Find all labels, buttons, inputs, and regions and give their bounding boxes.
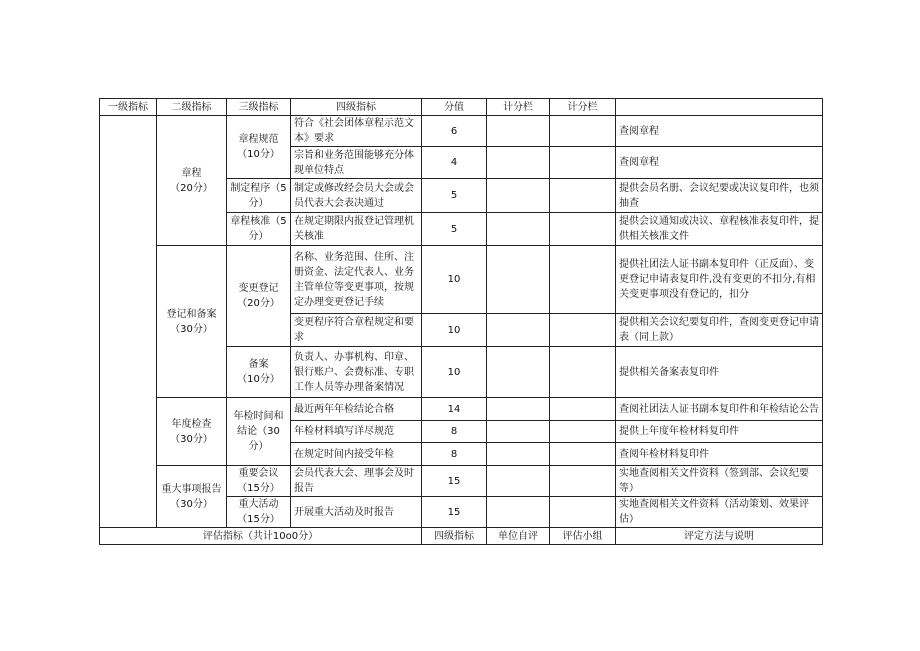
level4-cell: 最近两年年检结论合格 [291, 398, 422, 421]
score-column-cell [550, 443, 616, 466]
score-column-cell [550, 179, 616, 213]
level4-cell: 在规定期限内报登记管理机关核准 [291, 213, 422, 246]
score-column-cell [487, 213, 550, 246]
score-column-cell [487, 443, 550, 466]
level4-cell: 在规定时间内接受年检 [291, 443, 422, 466]
level3-cell: 重要会议（15分） [227, 466, 291, 497]
method-cell: 查阅章程 [616, 147, 823, 179]
header-cell: 计分栏 [487, 99, 550, 116]
level3-cell: 章程规范 （10分） [227, 116, 291, 179]
footer-total-cell: 评估指标（共计10o0分） [100, 528, 422, 545]
level4-cell: 年检材料填写详尽规范 [291, 421, 422, 443]
header-cell: 三级指标 [227, 99, 291, 116]
method-cell: 查阅社团法人证书副本复印件和年检结论公告 [616, 398, 823, 421]
score-column-cell [550, 213, 616, 246]
method-cell: 提供相关备案表复印件 [616, 347, 823, 398]
method-cell: 提供相关会议纪要复印件，查阅变更登记申请表（同上款） [616, 314, 823, 347]
score-cell: 10 [422, 246, 487, 314]
score-column-cell [550, 466, 616, 497]
level3-cell: 变更登记 （20分） [227, 246, 291, 347]
score-column-cell [487, 179, 550, 213]
score-column-cell [550, 147, 616, 179]
footer-cell: 评定方法与说明 [616, 528, 823, 545]
footer-row [100, 528, 823, 545]
header-row [100, 99, 823, 116]
score-cell: 8 [422, 443, 487, 466]
score-cell: 8 [422, 421, 487, 443]
level3-cell: 章程核准（5分） [227, 213, 291, 246]
score-column-cell [550, 314, 616, 347]
level2-cell: 章程 （20分） [157, 116, 227, 246]
method-cell: 实地查阅相关文件资料（签到部、会议纪要等） [616, 466, 823, 497]
table-row [100, 246, 823, 314]
score-column-cell [550, 347, 616, 398]
header-cell [616, 99, 823, 116]
score-cell: 10 [422, 314, 487, 347]
score-column-cell [487, 466, 550, 497]
level3-cell: 年检时间和结论（30分） [227, 398, 291, 466]
method-cell: 实地查阅相关文件资料（活动策划、效果评估） [616, 497, 823, 528]
header-cell: 分值 [422, 99, 487, 116]
method-cell: 提供社团法人证书副本复印件（正反面）、变更登记申请表复印件,没有变更的不扣分,有相关变更事项没有登记的，扣分 [616, 246, 823, 314]
score-cell: 6 [422, 116, 487, 147]
level4-cell: 宗旨和业务范围能够充分体现单位特点 [291, 147, 422, 179]
header-cell: 计分栏 [550, 99, 616, 116]
evaluation-table [99, 98, 823, 545]
level4-cell: 开展重大活动及时报告 [291, 497, 422, 528]
footer-cell: 四级指标 [422, 528, 487, 545]
level4-cell: 会员代表大会、理事会及时报告 [291, 466, 422, 497]
level2-cell: 重大事项报告 （30分） [157, 466, 227, 528]
score-column-cell [487, 398, 550, 421]
score-cell: 5 [422, 179, 487, 213]
table-row [100, 398, 823, 421]
score-cell: 15 [422, 466, 487, 497]
score-column-cell [487, 497, 550, 528]
level4-cell: 符合《社会团体章程示范文本》要求 [291, 116, 422, 147]
score-cell: 4 [422, 147, 487, 179]
level3-cell: 制定程序（5分） [227, 179, 291, 213]
level2-cell: 登记和备案 （30分） [157, 246, 227, 398]
score-cell: 5 [422, 213, 487, 246]
header-cell: 四级指标 [291, 99, 422, 116]
method-cell: 提供上年度年检材料复印件 [616, 421, 823, 443]
footer-cell: 单位自评 [487, 528, 550, 545]
score-column-cell [550, 398, 616, 421]
score-column-cell [550, 116, 616, 147]
level3-cell: 备案 （10分） [227, 347, 291, 398]
level3-cell: 重大活动（15分） [227, 497, 291, 528]
level4-cell: 名称、业务范围、住所、注册资金、法定代表人、业务主管单位等变更事项，按规定办理变更登记手续 [291, 246, 422, 314]
header-cell: 一级指标 [100, 99, 157, 116]
method-cell: 查阅年检材料复印件 [616, 443, 823, 466]
method-cell: 查阅章程 [616, 116, 823, 147]
score-column-cell [487, 421, 550, 443]
score-column-cell [487, 147, 550, 179]
level4-cell: 变更程序符合章程规定和要求 [291, 314, 422, 347]
score-column-cell [487, 347, 550, 398]
score-column-cell [487, 116, 550, 147]
method-cell: 提供会议通知或决议、章程核准表复印件，提供相关核准文件 [616, 213, 823, 246]
level4-cell: 负责人、办事机构、印章、银行账户、会费标准、专职工作人员等办理备案情况 [291, 347, 422, 398]
score-column-cell [550, 497, 616, 528]
score-column-cell [550, 421, 616, 443]
score-column-cell [487, 246, 550, 314]
level2-cell: 年度检查 （30分） [157, 398, 227, 466]
header-cell: 二级指标 [157, 99, 227, 116]
table-row [100, 116, 823, 147]
score-column-cell [487, 314, 550, 347]
table-row [100, 466, 823, 497]
score-cell: 14 [422, 398, 487, 421]
method-cell: 提供会员名册、会议纪要或决议复印件，也须抽查 [616, 179, 823, 213]
score-cell: 10 [422, 347, 487, 398]
score-cell: 15 [422, 497, 487, 528]
level4-cell: 制定或修改经会员大会或会员代表大会表决通过 [291, 179, 422, 213]
score-column-cell [550, 246, 616, 314]
level1-cell [100, 116, 157, 528]
footer-cell: 评估小组 [550, 528, 616, 545]
